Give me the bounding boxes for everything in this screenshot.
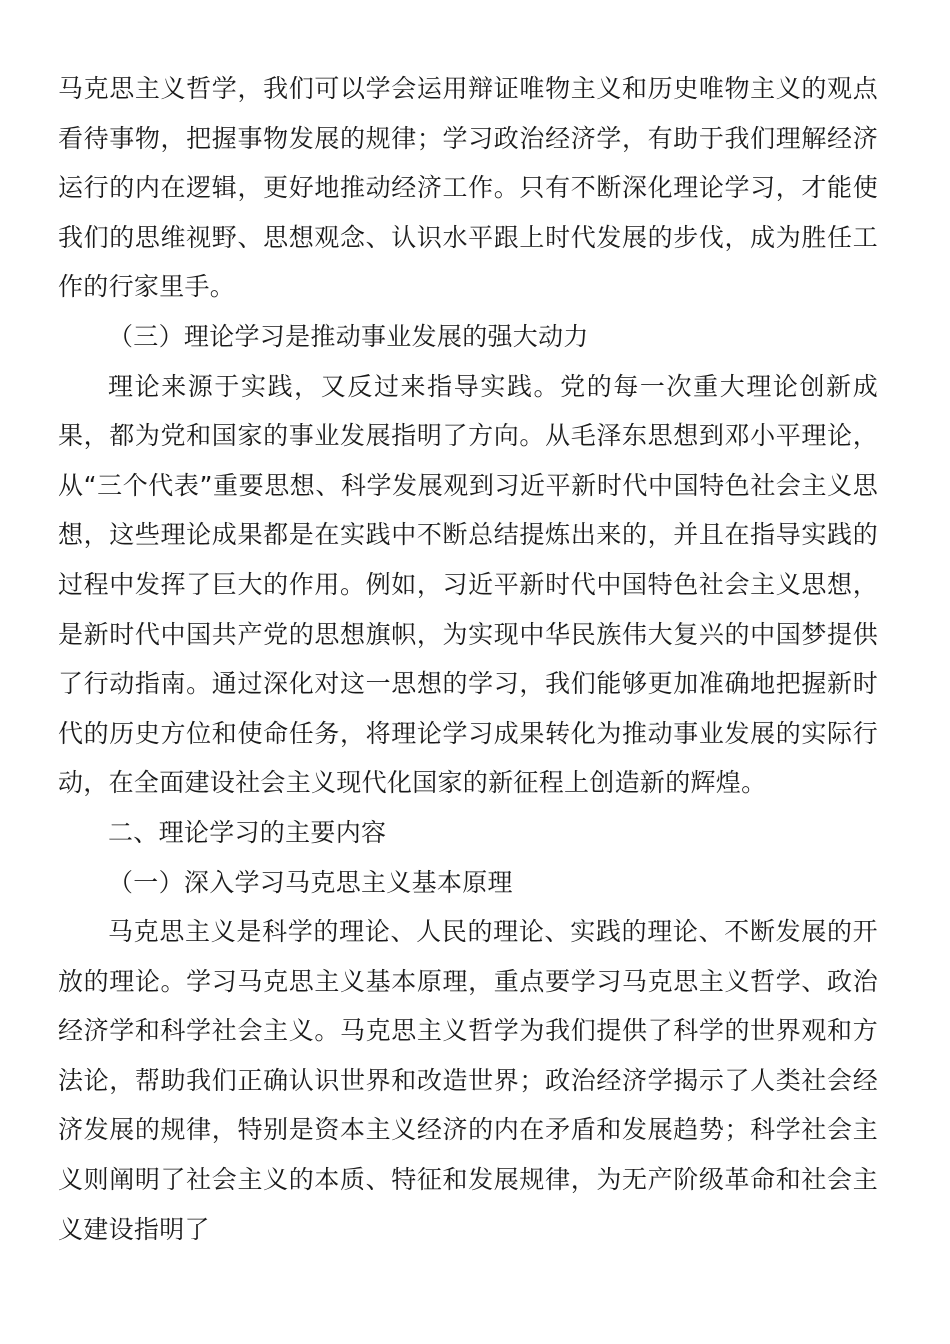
body-paragraph: 理论来源于实践，又反过来指导实践。党的每一次重大理论创新成果，都为党和国家的事业发展指明了方向。从毛泽东思想到邓小平理论，从“三个代表”重要思想、科学发展观到习近平新时代中国特色社会主义思想，这些理论成果都是在实践中不断总结提炼出来的，并且在指导实践的过程中发挥了巨大的作用。例如，习近平新时代中国特色社会主义思想，是新时代中国共产党的思想旗帜，为实现中华民族伟大复兴的中国梦提供了行动指南。通过深化对这一思想的学习，我们能够更加准确地把握新时代的历史方位和使命任务，将理论学习成果转化为推动事业发展的实际行动，在全面建设社会主义现代化国家的新征程上创造新的辉煌。 <box>58 371 878 798</box>
subheading-one: （一）深入学习马克思主义基本原理 <box>108 867 513 897</box>
subheading-three: （三）理论学习是推动事业发展的强大动力 <box>108 321 589 351</box>
section-heading-two: 二、理论学习的主要内容 <box>108 817 387 847</box>
body-paragraph: 马克思主义是科学的理论、人民的理论、实践的理论、不断发展的开放的理论。学习马克思主义基本原理，重点要学习马克思主义哲学、政治经济学和科学社会主义。马克思主义哲学为我们提供了科学的世界观和方法论，帮助我们正确认识世界和改造世界；政治经济学揭示了人类社会经济发展的规律，特别是资本主义经济的内在矛盾和发展趋势；科学社会主义则阐明了社会主义的本质、特征和发展规律，为无产阶级革命和社会主义建设指明了 <box>58 917 878 1244</box>
document-body <box>58 64 878 1254</box>
body-paragraph-continued: 马克思主义哲学，我们可以学会运用辩证唯物主义和历史唯物主义的观点看待事物，把握事物发展的规律；学习政治经济学，有助于我们理解经济运行的内在逻辑，更好地推动经济工作。只有不断深化理论学习，才能使我们的思维视野、思想观念、认识水平跟上时代发展的步伐，成为胜任工作的行家里手。 <box>58 74 878 302</box>
